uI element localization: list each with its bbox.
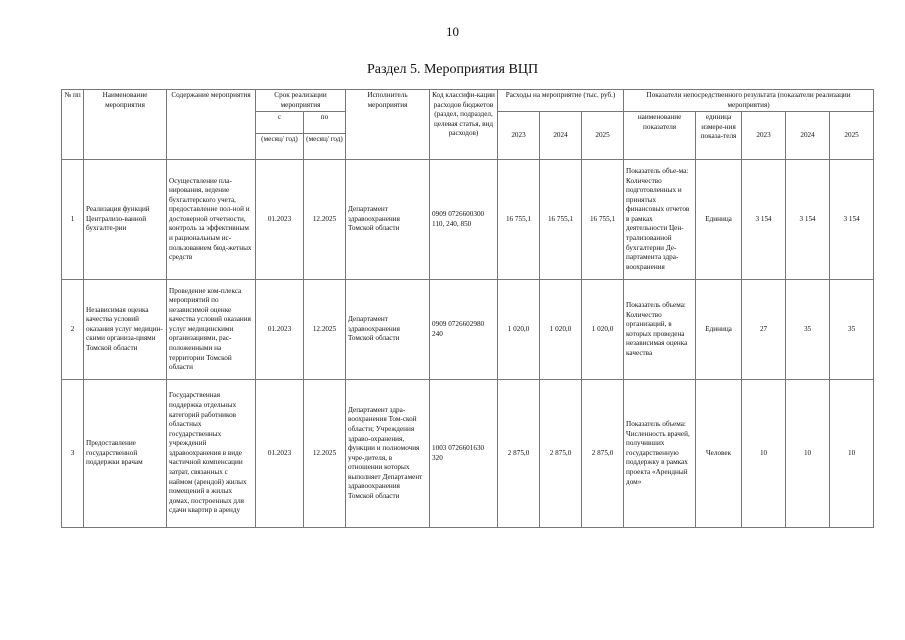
header-period-to: по: [304, 112, 346, 134]
row-num: 1: [62, 160, 84, 280]
row-content: Осуществление пла-нирования, ведение бухгалтерского учета, предоставление пол-ной и достоверной отчетности, контроль за эффективным и рациональным ис-пользованием бюд-жетных средств: [167, 160, 256, 280]
row-from: 01.2023: [256, 280, 304, 380]
row-name: Реализация функций Централизо-ванной бухгалте-рии: [84, 160, 167, 280]
header-period-to-unit: (месяц/ год): [304, 134, 346, 160]
row-expense-2023: 1 020,0: [498, 280, 540, 380]
header-expense-2025: 2025: [582, 112, 624, 160]
row-indicator-2023: 3 154: [742, 160, 786, 280]
row-indicator-unit: Единица: [696, 280, 742, 380]
table-row: [62, 380, 874, 528]
row-to: 12.2025: [304, 380, 346, 528]
header-code: Код классифи-кации расходов бюджетов (раздел, подраздел, целевая статья, вид расходов): [430, 90, 498, 160]
header-name: Наименование мероприятия: [84, 90, 167, 160]
row-from: 01.2023: [256, 380, 304, 528]
row-code: 1003 0726601630 320: [430, 380, 498, 528]
row-name: Предоставление государственной поддержки врачам: [84, 380, 167, 528]
header-indicator-2025: 2025: [830, 112, 874, 160]
row-indicator-name: Показатель объема: Количество организаций, в которых проведена независимая оценка качества: [624, 280, 696, 380]
row-indicator-unit: Человек: [696, 380, 742, 528]
row-indicator-2023: 27: [742, 280, 786, 380]
row-content: Проведение ком-плекса мероприятий по независимой оценке качества условий оказания услуг медицинскими организациями, рас-положенными на территории Томской области: [167, 280, 256, 380]
row-executor: Департамент здравоохранения Томской области: [346, 160, 430, 280]
row-expense-2024: 2 875,0: [540, 380, 582, 528]
row-indicator-2025: 10: [830, 380, 874, 528]
row-num: 2: [62, 280, 84, 380]
row-indicator-2024: 35: [786, 280, 830, 380]
page-number: 10: [446, 24, 459, 39]
row-indicator-unit: Единица: [696, 160, 742, 280]
row-indicator-2025: 3 154: [830, 160, 874, 280]
row-indicator-2024: 10: [786, 380, 830, 528]
header-indicator-name: наименование показателя: [624, 112, 696, 160]
row-num: 3: [62, 380, 84, 528]
header-indicator-2023: 2023: [742, 112, 786, 160]
row-name: Независимая оценка качества условий оказания услуг медицин-скими организа-циями Томской области: [84, 280, 167, 380]
row-expense-2023: 2 875,0: [498, 380, 540, 528]
row-executor: Департамент здравоохранения Томской области: [346, 280, 430, 380]
row-indicator-2024: 3 154: [786, 160, 830, 280]
header-executor: Исполнитель мероприятия: [346, 90, 430, 160]
header-num: № пп: [62, 90, 84, 160]
section-title: Раздел 5. Мероприятия ВЦП: [366, 62, 539, 77]
header-indicators: Показатели непосредственного результата (показатели реализации мероприятия): [624, 90, 874, 112]
row-expense-2025: 1 020,0: [582, 280, 624, 380]
header-indicator-2024: 2024: [786, 112, 830, 160]
row-expense-2025: 2 875,0: [582, 380, 624, 528]
header-content: Содержание мероприятия: [167, 90, 256, 160]
header-period: Срок реализации мероприятия: [256, 90, 346, 112]
row-to: 12.2025: [304, 280, 346, 380]
row-to: 12.2025: [304, 160, 346, 280]
row-code: 0909 0726600300 110, 240, 850: [430, 160, 498, 280]
table-row: [62, 280, 874, 380]
row-expense-2025: 16 755,1: [582, 160, 624, 280]
header-expense-2023: 2023: [498, 112, 540, 160]
row-expense-2023: 16 755,1: [498, 160, 540, 280]
header-expenses: Расходы на мероприятие (тыс. руб.): [498, 90, 624, 112]
row-indicator-name: Показатель объе-ма: Количество подготовленных и принятых финансовых отчетов в рамках деятельности Цен-трализованной бухгалтерии Де-партамента здра-воохранения: [624, 160, 696, 280]
row-content: Государственная поддержка отдельных категорий работников областных государственных учреждений здравоохранения в виде частичной компенсации затрат, связанных с наймом (арендой) жилых помещений в жилых домах, построенных для сдачи квартир в аренду: [167, 380, 256, 528]
row-expense-2024: 1 020,0: [540, 280, 582, 380]
header-period-from-unit: (месяц/ год): [256, 134, 304, 160]
row-indicator-2023: 10: [742, 380, 786, 528]
row-executor: Департамент здра-воохранения Том-ской области; Учреждения здраво-охранения, функции и полномочия учре-дителя, в отношении которых выполняет Департамент здравоохранения Томской области: [346, 380, 430, 528]
header-indicator-unit: единица измере-ния показа-теля: [696, 112, 742, 160]
measures-table: [61, 89, 874, 528]
header-expense-2024: 2024: [540, 112, 582, 160]
row-indicator-name: Показатель объема: Численность врачей, получивших государственную поддержку в рамках проекта «Арендный дом»: [624, 380, 696, 528]
row-code: 0909 0726602980 240: [430, 280, 498, 380]
row-expense-2024: 16 755,1: [540, 160, 582, 280]
row-indicator-2025: 35: [830, 280, 874, 380]
header-period-from: с: [256, 112, 304, 134]
row-from: 01.2023: [256, 160, 304, 280]
table-row: [62, 160, 874, 280]
